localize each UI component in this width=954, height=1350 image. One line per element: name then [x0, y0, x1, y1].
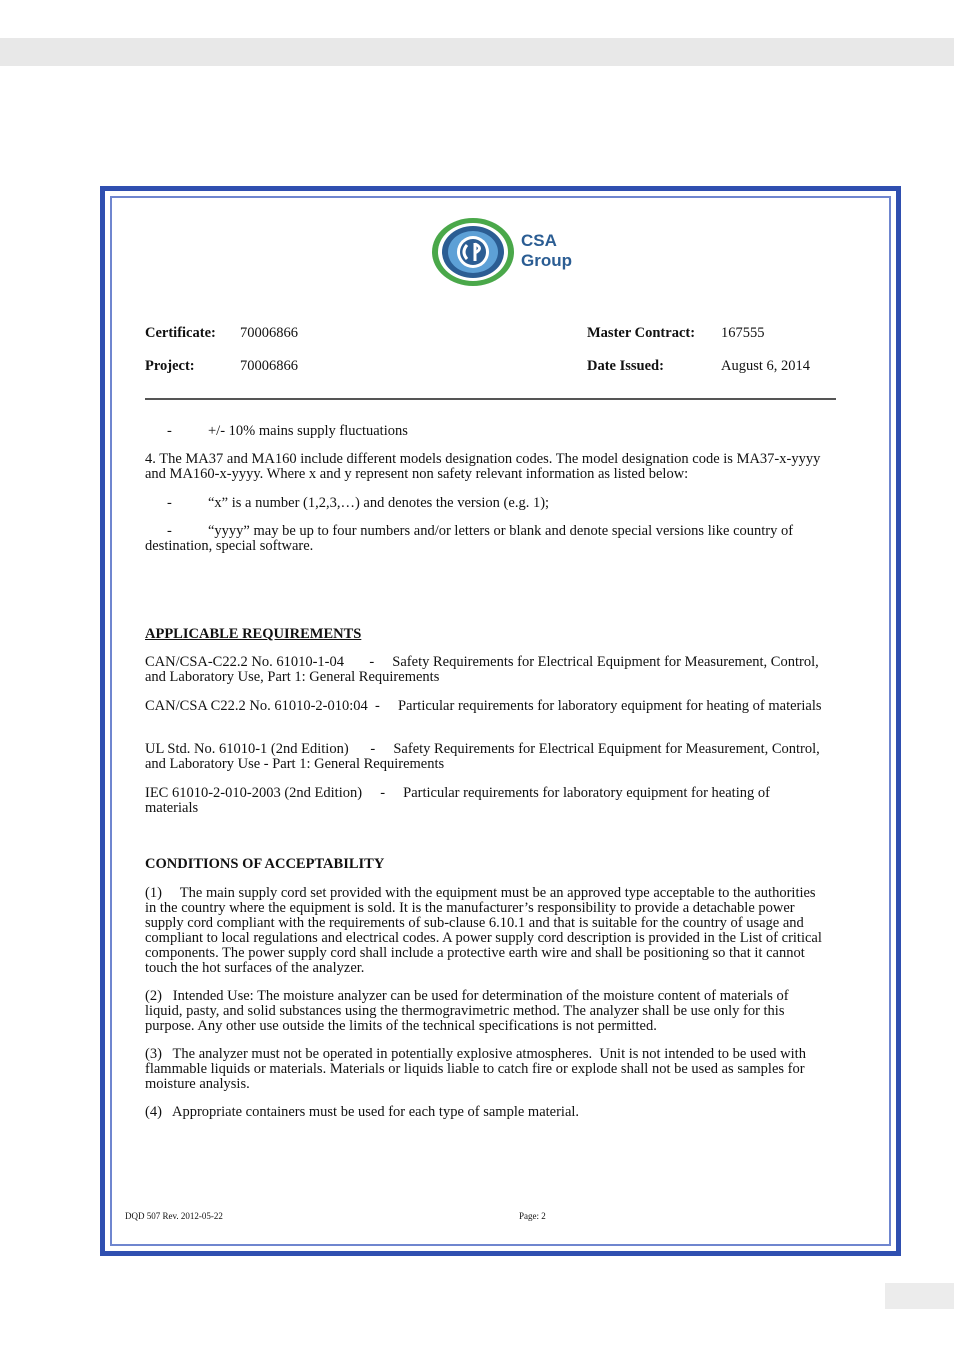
- logo-line-group: Group: [521, 251, 572, 270]
- master-contract-number: 167555: [721, 325, 765, 341]
- project-label: Project:: [145, 358, 195, 374]
- page-corner-tab: [885, 1283, 954, 1309]
- bullet-x-text: “x” is a number (1,2,3,…) and denotes the version (e.g. 1);: [208, 495, 550, 511]
- date-issued-label: Date Issued:: [587, 358, 664, 374]
- certificate-border: [100, 186, 901, 1256]
- csa-group-logo: [431, 217, 576, 289]
- certificate-number: 70006866: [240, 325, 298, 341]
- condition-item: (2) Intended Use: The moisture analyzer can be used for determination of the moisture content of materials of liquid, pasty, and solid substances using the thermogravimetric method. The analyzer shall be use only for this purpose. Any other use outside the limits of the technical specifications is not permitted.: [145, 988, 793, 1034]
- bullet-mains: - +/- 10% mains supply fluctuations: [167, 423, 408, 439]
- header-divider: [145, 398, 836, 400]
- footer-page-number: Page: 2: [519, 1211, 546, 1221]
- master-contract-label: Master Contract:: [587, 325, 696, 341]
- condition-item: (4) Appropriate containers must be used for each type of sample material.: [145, 1104, 580, 1120]
- logo-wordmark: [521, 231, 572, 271]
- requirement-item: IEC 61010-2-010-2003 (2nd Edition) - Particular requirements for laboratory equipment for heating of materials: [145, 785, 774, 816]
- top-toolbar-strip: [0, 38, 954, 66]
- certificate-label: Certificate:: [145, 325, 216, 341]
- requirement-item: CAN/CSA C22.2 No. 61010-2-010:04 - Particular requirements for laboratory equipment for heating of materials: [145, 698, 822, 714]
- project-number: 70006866: [240, 358, 298, 374]
- csa-seal-icon: [431, 217, 517, 289]
- bullet-yyyy: - “yyyy” may be up to four numbers and/or letters or blank and denote special versions like country of destination, special software.: [145, 523, 794, 554]
- logo-line-csa: CSA: [521, 231, 557, 250]
- requirement-item: CAN/CSA-C22.2 No. 61010-1-04 - Safety Requirements for Electrical Equipment for Measurement, Control, and Laboratory Use, Part 1: General Requirements: [145, 654, 823, 685]
- conditions-heading: CONDITIONS OF ACCEPTABILITY: [145, 856, 385, 872]
- footer-form-id: DQD 507 Rev. 2012-05-22: [125, 1211, 223, 1221]
- date-issued-value: August 6, 2014: [721, 358, 811, 374]
- condition-item: (1) The main supply cord set provided with the equipment must be an approved type acceptable to the authorities in the country where the equipment is sold. It is the manufacturer’s responsibility to provide a detachable power supply cord compliant with the requirements of sub-clause 6.10.1 and that is suitable for the country of usage and compliant to local regulations and electrical codes. A power supply cord description is provided in the List of critical components. The power supply cord shall include a protective earth wire and shall be positioning so that it cannot touch the hot surfaces of the analyzer.: [145, 885, 826, 976]
- bullet-mains-text: +/- 10% mains supply fluctuations: [208, 423, 408, 439]
- applicable-requirements-heading: APPLICABLE REQUIREMENTS: [145, 626, 362, 642]
- condition-item: (3) The analyzer must not be operated in potentially explosive atmospheres. Unit is not intended to be used with flammable liquids or materials. Materials or liquids liable to catch fire or explode shall not be used as samples for moisture analysis.: [145, 1046, 810, 1092]
- bullet-yyyy-text: “yyyy” may be up to four numbers and/or letters or blank and denote special versions like country of destination, special software.: [145, 523, 794, 554]
- item-4-paragraph: 4. The MA37 and MA160 include different models designation codes. The model designation code is MA37-x-yyyy and MA160-x-yyyy. Where x and y represent non safety relevant information as listed below:: [145, 451, 821, 482]
- bullet-x: - “x” is a number (1,2,3,…) and denotes the version (e.g. 1);: [167, 495, 550, 511]
- requirement-item: UL Std. No. 61010-1 (2nd Edition) - Safety Requirements for Electrical Equipment for Measurement, Control, and Laboratory Use - Part 1: General Requirements: [145, 741, 824, 772]
